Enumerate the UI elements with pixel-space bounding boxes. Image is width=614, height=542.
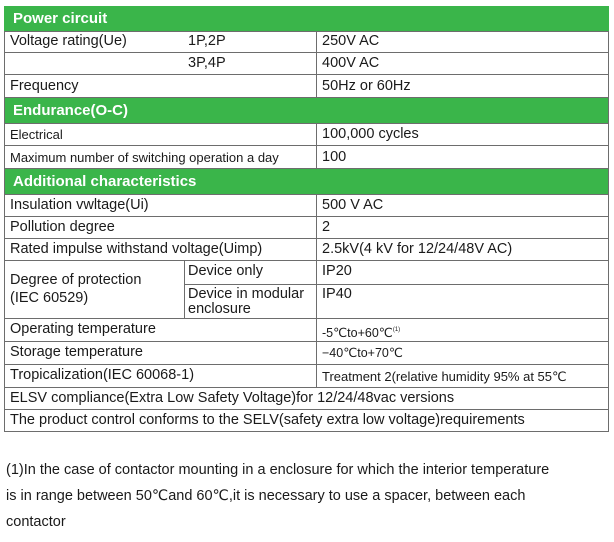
device-modular-label-line1: Device in modular (188, 286, 305, 302)
protection-label-line1: Degree of protection (10, 272, 142, 288)
section-title: Endurance(O-C) (13, 102, 129, 119)
footnote-line: is in range between 50℃and 60℃,it is necessary to use a spacer, between each (6, 488, 526, 504)
frequency-label: Frequency (10, 78, 79, 94)
impulse-value: 2.5kV(4 kV for 12/24/48V AC) (322, 241, 513, 257)
storage-temp-label: Storage temperature (10, 344, 143, 360)
section-header-additional (4, 169, 609, 194)
protection-label-line2: (IEC 60529) (10, 290, 89, 306)
voltage-value-1: 250V AC (322, 33, 380, 49)
footnote (6, 457, 606, 535)
device-only-value: IP20 (322, 263, 352, 279)
operating-temp-label: Operating temperature (10, 321, 156, 337)
tropicalization-label: Tropicalization(IEC 60068-1) (10, 367, 195, 383)
poles-3p-4p: 3P,4P (188, 55, 226, 71)
tropicalization-value: Treatment 2(relative humidity 95% at 55℃ (322, 369, 567, 384)
section-title: Additional characteristics (13, 173, 197, 190)
voltage-rating-label: Voltage rating(Ue) (10, 33, 127, 49)
footnote-line: (1)In the case of contactor mounting in a enclosure for which the interior temperature (6, 462, 550, 478)
electrical-label: Electrical (10, 127, 63, 142)
section-header-endurance (4, 98, 609, 123)
poles-1p-2p: 1P,2P (188, 33, 226, 49)
pollution-value: 2 (322, 219, 331, 235)
device-only-label: Device only (188, 263, 263, 279)
voltage-value-2: 400V AC (322, 55, 380, 71)
electrical-value: 100,000 cycles (322, 126, 419, 142)
operating-temp-value: -5℃to+60℃$^{(1)}$ (322, 326, 401, 340)
max-switching-value: 100 (322, 149, 347, 165)
insulation-label: Insulation vwltage(Ui) (10, 197, 149, 213)
section-title: Power circuit (13, 10, 108, 27)
footnote-ref: (1) (392, 327, 401, 333)
elsv-compliance: ELSV compliance(Extra Low Safety Voltage)for 12/24/48vac versions (10, 390, 455, 406)
pollution-label: Pollution degree (10, 219, 115, 235)
device-modular-label-line2: enclosure (188, 301, 251, 317)
impulse-label: Rated impulse withstand voltage(Uimp) (10, 241, 263, 257)
device-modular-value: IP40 (322, 286, 352, 302)
storage-temp-value: −40℃to+70℃ (322, 346, 403, 360)
section-header-power-circuit (4, 6, 609, 31)
insulation-value: 500 V AC (322, 197, 384, 213)
footnote-line: contactor (6, 514, 66, 530)
max-switching-label: Maximum number of switching operation a day (10, 150, 279, 165)
frequency-value: 50Hz or 60Hz (322, 78, 411, 94)
selv-compliance: The product control conforms to the SELV(safety extra low voltage)requirements (10, 412, 525, 428)
